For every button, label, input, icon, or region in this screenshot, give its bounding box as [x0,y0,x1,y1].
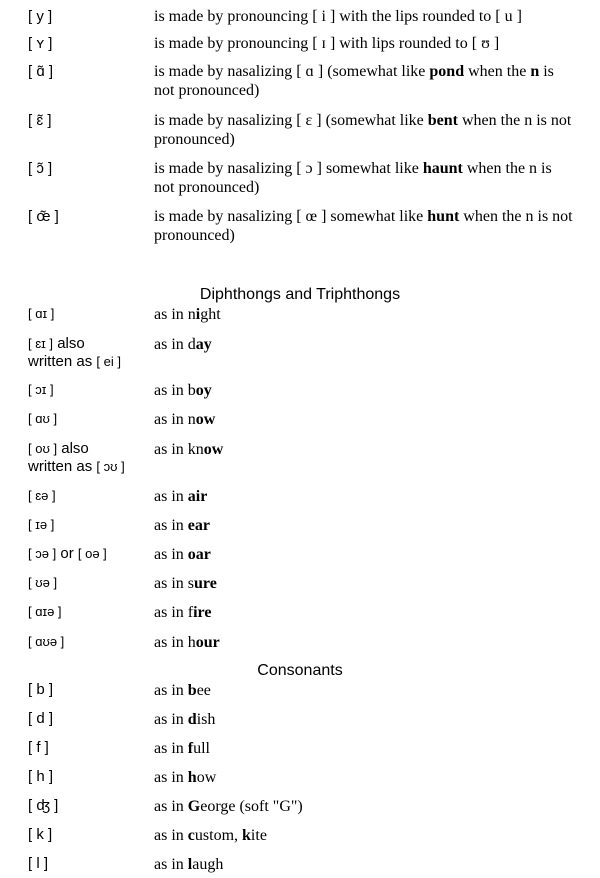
pronunciation-description: is made by pronouncing [ i ] with the lips rounded to [ u ] [154,8,522,25]
phonetic-symbol: [ k ] [28,826,53,843]
pronunciation-description: is made by nasalizing [ œ ] somewhat like hunt when the n is not pronounced) [154,208,573,244]
pronunciation-description: as in boy [154,382,212,399]
pronunciation-description: as in now [154,411,216,428]
phonetic-symbol: [ ɛ̃ ] [28,112,52,129]
phonetic-symbol: [ l ] [28,855,49,872]
pronunciation-description: as in night [154,306,221,323]
phonetic-symbol: [ ɑɪə ] [28,604,62,619]
phonetic-symbol: [ ɑʊə ] [28,634,65,649]
phonetic-symbol: [ ɑʊ ] [28,411,58,426]
phonetic-symbol: [ ʏ ] [28,35,53,52]
pronunciation-description: as in air [154,488,208,505]
pronunciation-description: as in custom, kite [154,827,267,844]
phonetic-symbol: [ ɑɪ ] [28,306,55,321]
phonetic-symbol: [ f ] [28,739,49,756]
phonetic-symbol: [ ʤ ] [28,797,59,814]
pronunciation-description: as in laugh [154,856,224,873]
phonetic-symbol: [ d ] [28,710,54,727]
pronunciation-description: is made by nasalizing [ ɔ ] somewhat like haunt when the n is not pronounced) [154,160,552,196]
phonetic-symbol: [ œ̃ ] [28,208,59,225]
phonetic-symbol: [ ɔə ] or [ oə ] [28,545,107,562]
diphthongs-heading: Diphthongs and Triphthongs [199,286,401,303]
phonetic-symbol: [ ɔ̃ ] [28,160,53,177]
phonetic-symbol: [ ɛə ] [28,488,56,503]
phonetic-symbol: [ oʊ ] also written as [ ɔʊ ] [28,440,125,475]
phonetic-symbol: [ h ] [28,768,54,785]
pronunciation-description: as in fire [154,604,212,621]
pronunciation-description: is made by nasalizing [ ɛ ] (somewhat like bent when the n is not pronounced) [154,112,572,148]
phonetic-symbol: [ ɪə ] [28,517,55,532]
phonetic-symbol: [ ʊə ] [28,575,58,590]
pronunciation-description: as in know [154,441,224,458]
phonetic-symbol: [ ɑ̃ ] [28,63,54,80]
phonetic-symbol: [ y ] [28,8,53,25]
pronunciation-description: as in how [154,769,217,786]
phonetic-symbol: [ ɛɪ ] also written as [ ei ] [28,335,121,370]
pronunciation-description: as in full [154,740,210,757]
consonants-heading: Consonants [257,662,343,679]
pronunciation-description: as in dish [154,711,216,728]
pronunciation-description: as in ear [154,517,210,534]
pronunciation-description: as in sure [154,575,217,592]
pronunciation-description: as in oar [154,546,211,563]
pronunciation-description: as in hour [154,634,220,651]
pronunciation-description: is made by pronouncing [ ɪ ] with lips rounded to [ ʊ ] [154,35,500,52]
pronunciation-description: is made by nasalizing [ ɑ ] (somewhat like pond when the n is not pronounced) [154,63,554,99]
phonetic-symbol: [ ɔɪ ] [28,382,54,397]
phonetic-symbol: [ b ] [28,681,54,698]
pronunciation-description: as in bee [154,682,211,699]
pronunciation-description: as in day [154,336,212,353]
pronunciation-description: as in George (soft "G") [154,798,303,815]
